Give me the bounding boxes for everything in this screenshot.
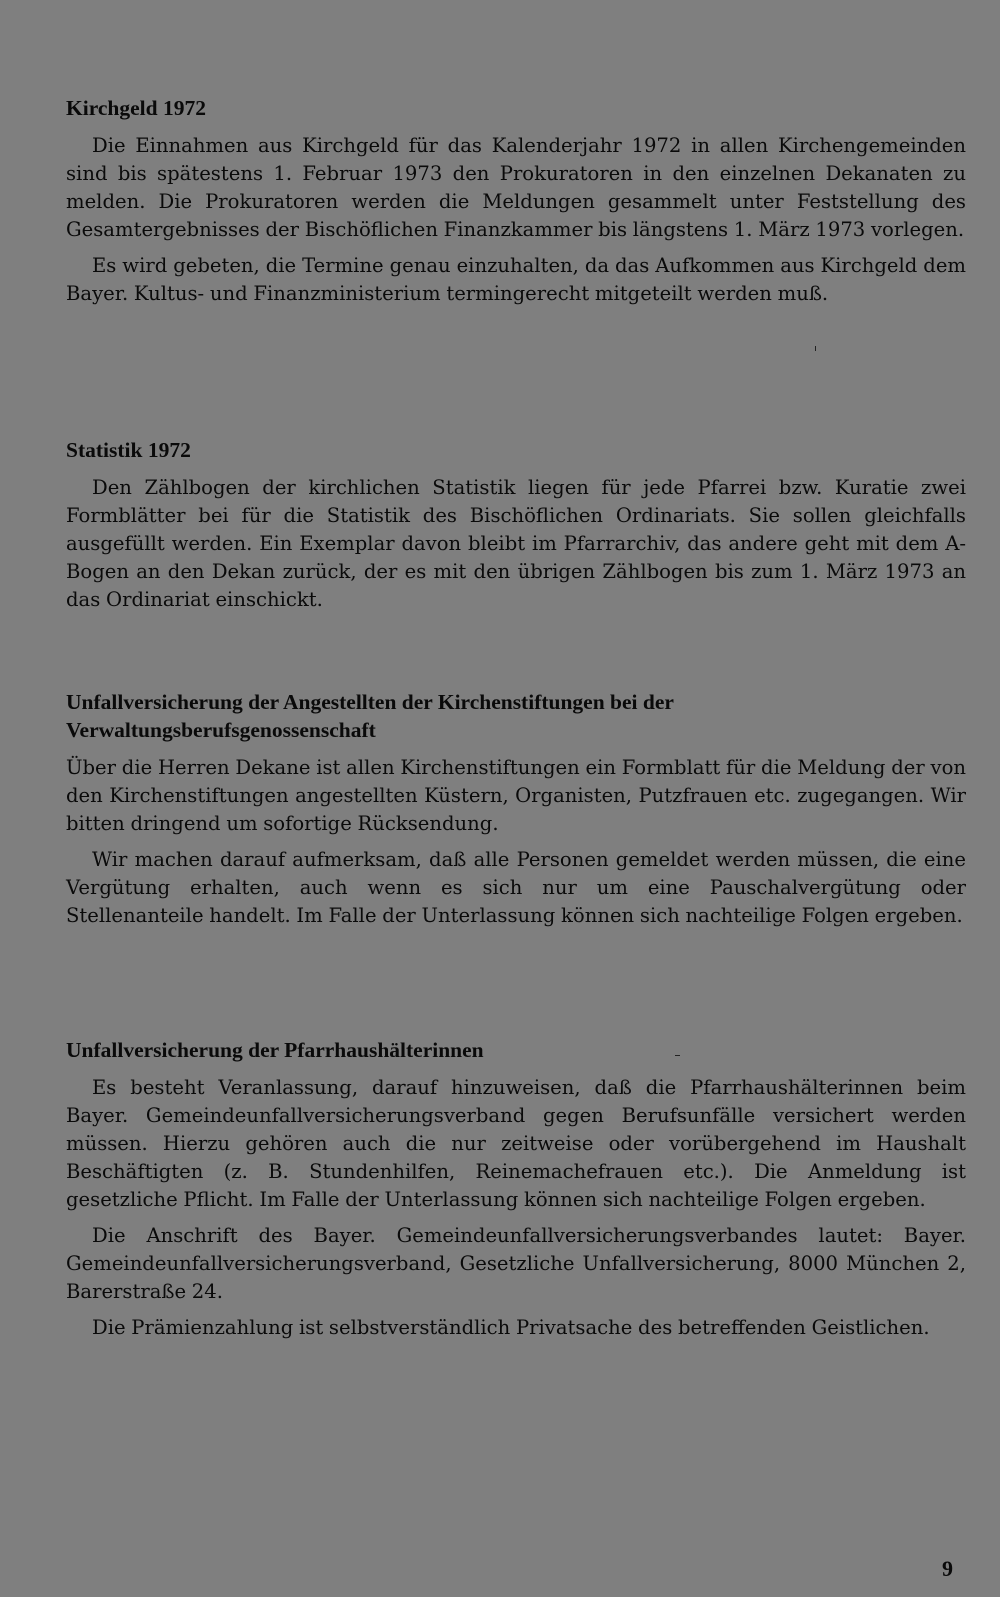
paragraph: Die Einnahmen aus Kirchgeld für das Kalenderjahr 1972 in allen Kirchengemeinden sind bis spätestens 1. Februar 1973 den Prokuratoren in den einzelnen Dekanaten zu melden. Die Prokuratoren werden die Meldungen gesammelt unter Feststellung des Gesamtergebnisses der Bischöflichen Finanzkammer bis längstens 1. März 1973 vorlegen. [66, 134, 966, 241]
section-heading: Statistik 1972 [66, 438, 191, 462]
paragraph: Wir machen darauf aufmerksam, daß alle Personen gemeldet werden müssen, die eine Vergütung erhalten, auch wenn es sich nur um eine Pauschalvergütung oder Stellenanteile handelt. Im Falle der Unterlassung können sich nachteilige Folgen ergeben. [66, 848, 966, 927]
paragraph: Die Anschrift des Bayer. Gemeindeunfallversicherungsverbandes lautet: Bayer. Gemeindeunfallversicherungsverband, Gesetzliche Unfallversicherung, 8000 München 2, Barerstraße 24. [66, 1224, 966, 1303]
section-heading: Kirchgeld 1972 [66, 96, 206, 120]
section-heading: Unfallversicherung der Angestellten der Kirchenstiftungen bei der Verwaltungsberufsgenossenschaft [66, 690, 674, 742]
print-speck [815, 346, 816, 351]
section-kirchgeld [66, 94, 966, 316]
paragraph: Es wird gebeten, die Termine genau einzuhalten, da das Aufkommen aus Kirchgeld dem Bayer. Kultus- und Finanzministerium termingerecht mitgeteilt werden muß. [66, 254, 966, 305]
section-unfallversicherung-pfarrhaushaelterinnen [66, 1036, 966, 1350]
paragraph: Es besteht Veranlassung, darauf hinzuweisen, daß die Pfarrhaushälterinnen beim Bayer. Gemeindeunfallversicherungsverband gegen Berufsunfälle versichert werden müssen. Hierzu gehören auch die nur zeitweise oder vorübergehend im Haushalt Beschäftigten (z. B. Stundenhilfen, Reinemachefrauen etc.). Die Anmeldung ist gesetzliche Pflicht. Im Falle der Unterlassung können sich nachteilige Folgen ergeben. [66, 1076, 966, 1211]
paragraph: Über die Herren Dekane ist allen Kirchenstiftungen ein Formblatt für die Meldung der von den Kirchenstiftungen angestellten Küstern, Organisten, Putzfrauen etc. zugegangen. Wir bitten dringend um sofortige Rücksendung. [66, 756, 966, 835]
print-speck [675, 1055, 680, 1056]
page-number: 9 [942, 1556, 953, 1581]
paragraph: Den Zählbogen der kirchlichen Statistik liegen für jede Pfarrei bzw. Kuratie zwei Formblätter bei für die Statistik des Bischöflichen Ordinariats. Sie sollen gleichfalls ausgefüllt werden. Ein Exemplar davon bleibt im Pfarrarchiv, das andere geht mit dem A-Bogen an den Dekan zurück, der es mit den übrigen Zählbogen bis zum 1. März 1973 an das Ordinariat einschickt. [66, 476, 966, 611]
section-statistik [66, 436, 966, 622]
paragraph: Die Prämienzahlung ist selbstverständlich Privatsache des betreffenden Geistlichen. [92, 1316, 930, 1339]
section-unfallversicherung-angestellte [66, 688, 966, 938]
section-heading: Unfallversicherung der Pfarrhaushälterinnen [66, 1038, 484, 1062]
